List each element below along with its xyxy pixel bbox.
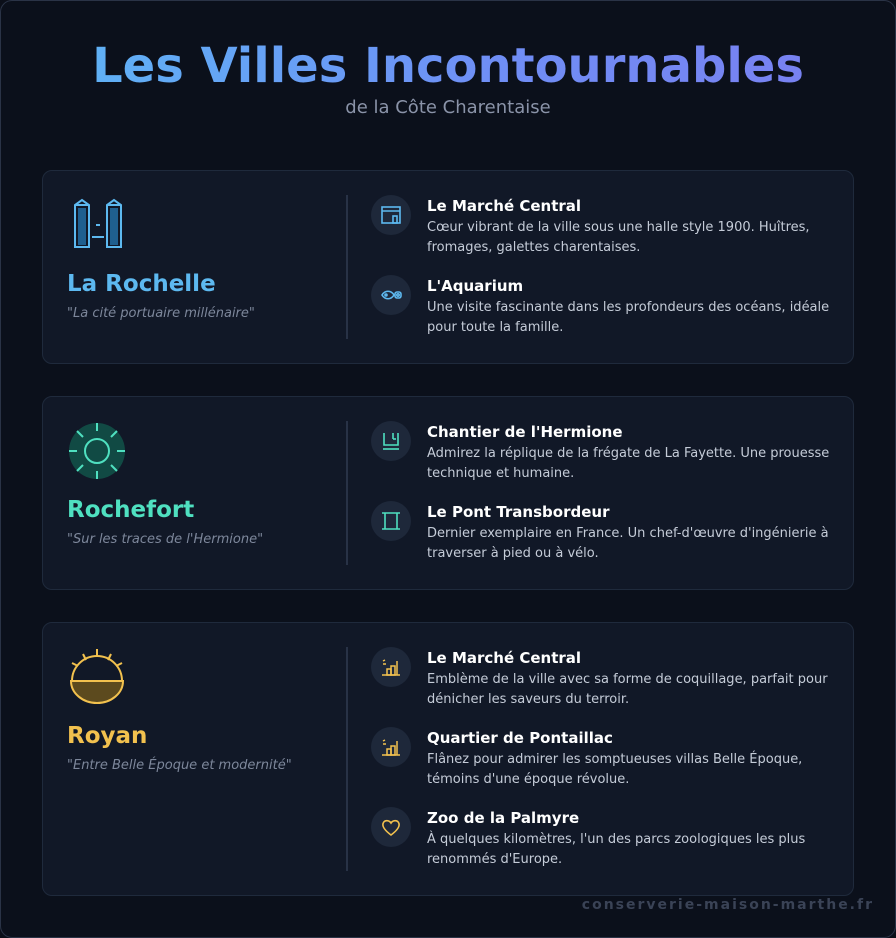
attraction-item (371, 501, 831, 581)
city-info (67, 421, 327, 549)
attraction-title: Quartier de Pontaillac (427, 729, 613, 747)
footer-website: conserverie-maison-marthe.fr (581, 897, 874, 913)
city-name: Rochefort (67, 497, 195, 523)
city-info (67, 195, 327, 323)
attraction-description: À quelques kilomètres, l'un des parcs zoologiques les plus renommés d'Europe. (427, 832, 806, 867)
towers-icon (67, 195, 127, 255)
attraction-description: Cœur vibrant de la ville sous une halle style 1900. Huîtres, fromages, galettes charentaises. (427, 220, 810, 255)
city-info (67, 647, 327, 775)
heart-icon (371, 807, 411, 847)
page-title: Les Villes Incontournables (0, 36, 896, 96)
city-card-royan (42, 622, 854, 896)
attraction-item (371, 727, 831, 807)
attraction-title: Chantier de l'Hermione (427, 423, 623, 441)
ship-hull-icon (371, 421, 411, 461)
attraction-list (371, 195, 831, 355)
attraction-list (371, 647, 831, 887)
fish-icon (371, 275, 411, 315)
attraction-description: Flânez pour admirer les somptueuses villas Belle Époque, témoins d'une époque révolue. (427, 752, 803, 787)
sunset-icon (67, 647, 127, 707)
city-name: La Rochelle (67, 271, 216, 297)
city-quote: "Entre Belle Époque et modernité" (67, 758, 292, 773)
city-card-la-rochelle (42, 170, 854, 364)
attraction-title: Le Pont Transbordeur (427, 503, 610, 521)
card-divider (346, 421, 348, 565)
attraction-title: L'Aquarium (427, 277, 524, 295)
attraction-item (371, 647, 831, 727)
bridge-icon (371, 501, 411, 541)
attraction-description: Dernier exemplaire en France. Un chef-d'œuvre d'ingénierie à traverser à pied ou à vélo. (427, 526, 829, 561)
card-divider (346, 195, 348, 339)
city-name: Royan (67, 723, 148, 749)
attraction-title: Le Marché Central (427, 197, 582, 215)
sun-compass-icon (67, 421, 127, 481)
attraction-item (371, 275, 831, 355)
city-skyline-icon (371, 647, 411, 687)
attraction-title: Zoo de la Palmyre (427, 809, 580, 827)
attraction-description: Une visite fascinante dans les profondeurs des océans, idéale pour toute la famille. (427, 300, 830, 335)
city-quote: "Sur les traces de l'Hermione" (67, 532, 264, 547)
attraction-item (371, 807, 831, 887)
attraction-list (371, 421, 831, 581)
city-skyline-icon (371, 727, 411, 767)
market-hall-icon (371, 195, 411, 235)
attraction-title: Le Marché Central (427, 649, 582, 667)
city-quote: "La cité portuaire millénaire" (67, 306, 255, 321)
attraction-item (371, 421, 831, 501)
card-divider (346, 647, 348, 871)
attraction-description: Admirez la réplique de la frégate de La Fayette. Une prouesse technique et humaine. (427, 446, 830, 481)
page-subtitle: de la Côte Charentaise (345, 97, 551, 118)
attraction-description: Emblème de la ville avec sa forme de coquillage, parfait pour dénicher les saveurs du terroir. (427, 672, 828, 707)
attraction-item (371, 195, 831, 275)
city-card-rochefort (42, 396, 854, 590)
